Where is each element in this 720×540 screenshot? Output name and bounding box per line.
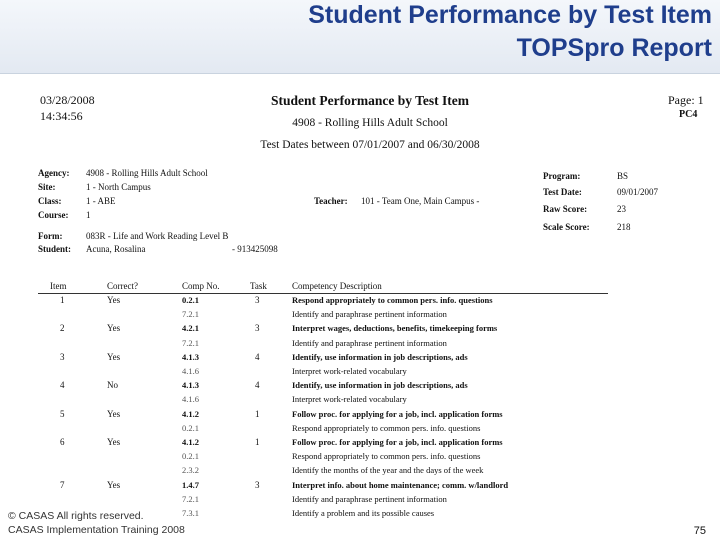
header-rule: [38, 293, 608, 294]
slide-title: Student Performance by Test Item: [308, 1, 712, 29]
competency-description: Identify and paraphrase pertinent information: [292, 337, 447, 348]
report-title: Student Performance by Test Item: [271, 93, 469, 108]
item-number: 7: [60, 479, 65, 490]
competency-number: 7.2.1: [182, 493, 199, 504]
score-label: Program:: [543, 171, 581, 181]
item-task: 4: [255, 351, 260, 362]
slide-page-number: 75: [693, 525, 706, 537]
col-correct-header: Correct?: [107, 281, 138, 291]
score-value: 23: [617, 204, 626, 214]
field-label: Student:: [38, 244, 72, 254]
competency-description: Identify, use information in job descriptions, ads: [292, 380, 468, 391]
col-task-header: Task: [250, 281, 267, 291]
footer-training: CASAS Implementation Training 2008: [8, 524, 185, 536]
competency-number: 7.2.1: [182, 337, 199, 348]
report-school: 4908 - Rolling Hills Adult School: [292, 117, 448, 129]
item-task: 3: [255, 479, 260, 490]
slide-subtitle: TOPSpro Report: [516, 34, 712, 62]
item-task: 1: [255, 437, 260, 447]
competency-number: 4.1.3: [182, 380, 199, 391]
field-label: Course:: [38, 210, 69, 220]
item-task: 1: [255, 408, 260, 419]
report-test-dates: Test Dates between 07/01/2007 and 06/30/2008: [260, 139, 480, 151]
item-task: 3: [255, 295, 260, 305]
field-label: Site:: [38, 182, 56, 192]
competency-description: Respond appropriately to common pers. info. questions: [292, 451, 481, 462]
competency-number: 4.2.1: [182, 323, 199, 334]
competency-description: Respond appropriately to common pers. info. questions: [292, 422, 481, 433]
teacher-value: 101 - Team One, Main Campus -: [361, 196, 480, 206]
competency-description: Interpret work-related vocabulary: [292, 394, 407, 405]
item-correct: Yes: [107, 408, 121, 419]
field-value: 1 - ABE: [86, 196, 116, 206]
field-label: Agency:: [38, 168, 70, 178]
item-correct: Yes: [107, 437, 121, 447]
report-code: PC4: [679, 109, 698, 120]
competency-number: 7.2.1: [182, 309, 199, 320]
field-value: 1: [86, 210, 91, 220]
student-id: - 913425098: [232, 244, 278, 254]
field-value: Acuna, Rosalina: [86, 244, 146, 254]
competency-number: 4.1.6: [182, 394, 199, 405]
competency-description: Interpret info. about home maintenance; comm. w/landlord: [292, 479, 509, 490]
competency-description: Interpret wages, deductions, benefits, timekeeping forms: [292, 323, 498, 334]
competency-description: Interpret work-related vocabulary: [292, 366, 407, 376]
item-correct: Yes: [107, 351, 121, 362]
item-number: 4: [60, 380, 65, 391]
item-correct: Yes: [107, 479, 121, 490]
col-comp-header: Comp No.: [182, 281, 220, 291]
score-label: Raw Score:: [543, 204, 588, 214]
item-correct: Yes: [107, 323, 121, 334]
competency-description: Identify and paraphrase pertinent information: [292, 309, 447, 320]
competency-number: 1.4.7: [182, 479, 199, 490]
item-number: 1: [60, 295, 65, 305]
score-label: Scale Score:: [543, 222, 590, 232]
competency-description: Follow proc. for applying for a job, incl. application forms: [292, 408, 503, 419]
competency-description: Respond appropriately to common pers. info. questions: [292, 295, 493, 305]
competency-description: Identify a problem and its possible causes: [292, 508, 435, 518]
competency-number: 4.1.2: [182, 437, 199, 447]
score-label: Test Date:: [543, 187, 582, 197]
field-label: Class:: [38, 196, 62, 206]
item-task: 4: [255, 380, 260, 391]
competency-description: Follow proc. for applying for a job, incl. application forms: [292, 437, 503, 447]
teacher-label: Teacher:: [314, 196, 348, 206]
report-date: 03/28/2008: [40, 93, 95, 107]
competency-number: 4.1.3: [182, 351, 199, 362]
competency-number: 0.2.1: [182, 451, 199, 462]
col-item-header: Item: [50, 281, 67, 291]
report-time: 14:34:56: [40, 109, 83, 123]
score-value: 09/01/2007: [617, 187, 659, 197]
field-value: 083R - Life and Work Reading Level B: [86, 231, 229, 241]
competency-number: 4.1.2: [182, 408, 199, 419]
item-number: 2: [60, 323, 65, 334]
item-number: 3: [60, 351, 65, 362]
score-value: 218: [617, 222, 631, 232]
item-task: 3: [255, 323, 260, 334]
slide-title-bar: [0, 0, 720, 74]
col-desc-header: Competency Description: [292, 281, 382, 291]
competency-number: 0.2.1: [182, 422, 199, 433]
report-page: Page: 1: [668, 93, 704, 107]
item-number: 5: [60, 408, 65, 419]
competency-number: 7.3.1: [182, 508, 199, 518]
item-correct: Yes: [107, 295, 121, 305]
field-label: Form:: [38, 231, 63, 241]
competency-number: 2.3.2: [182, 465, 199, 476]
competency-number: 0.2.1: [182, 295, 199, 305]
competency-description: Identify the months of the year and the days of the week: [292, 465, 484, 476]
footer-copyright: © CASAS All rights reserved.: [8, 510, 144, 522]
item-number: 6: [60, 437, 65, 447]
competency-number: 4.1.6: [182, 366, 199, 376]
competency-description: Identify, use information in job descriptions, ads: [292, 351, 468, 362]
competency-description: Identify and paraphrase pertinent information: [292, 493, 447, 504]
field-value: 4908 - Rolling Hills Adult School: [86, 168, 208, 178]
field-value: 1 - North Campus: [86, 182, 151, 192]
item-correct: No: [107, 380, 118, 391]
score-value: BS: [617, 171, 629, 181]
